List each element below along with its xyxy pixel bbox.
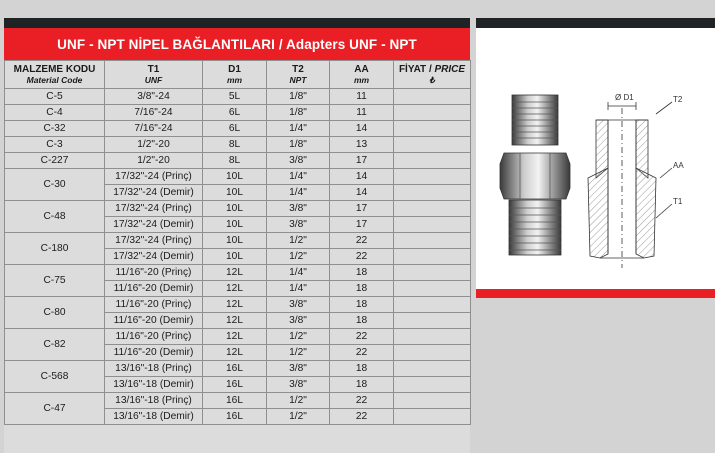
cell-aa: 22 <box>330 409 394 425</box>
cell-t2: 1/8" <box>267 89 330 105</box>
cell-aa: 18 <box>330 313 394 329</box>
table-row <box>5 329 471 345</box>
cell-d1: 10L <box>203 169 267 185</box>
cell-t2: 1/2" <box>267 345 330 361</box>
cell-t1: 17/32"-24 (Prinç) <box>105 201 203 217</box>
cell-aa: 14 <box>330 185 394 201</box>
cell-d1: 12L <box>203 297 267 313</box>
header-aa <box>330 61 394 89</box>
cell-material-code: C-4 <box>5 105 105 121</box>
cell-aa: 11 <box>330 105 394 121</box>
cell-t2: 1/4" <box>267 169 330 185</box>
cell-aa: 11 <box>330 89 394 105</box>
cell-aa: 13 <box>330 137 394 153</box>
cell-price <box>394 137 471 153</box>
header-t1 <box>105 61 203 89</box>
cell-t2: 1/2" <box>267 409 330 425</box>
cell-price <box>394 393 471 409</box>
header-code-sub: Material Code <box>26 74 83 85</box>
table-header-row <box>5 61 471 89</box>
cell-aa: 17 <box>330 217 394 233</box>
cell-price <box>394 153 471 169</box>
header-t2-main: T2 <box>292 63 304 75</box>
cell-t1: 13/16"-18 (Demir) <box>105 409 203 425</box>
cell-t1: 11/16"-20 (Demir) <box>105 281 203 297</box>
cell-aa: 22 <box>330 345 394 361</box>
cell-t2: 3/8" <box>267 297 330 313</box>
header-code-main: MALZEME KODU <box>13 63 96 75</box>
cell-t2: 1/2" <box>267 233 330 249</box>
cell-t1: 7/16"-24 <box>105 105 203 121</box>
cell-material-code: C-3 <box>5 137 105 153</box>
cell-material-code: C-568 <box>5 361 105 393</box>
cell-material-code: C-32 <box>5 121 105 137</box>
adapters-table-wrapper <box>4 60 470 453</box>
cell-aa: 18 <box>330 265 394 281</box>
label-t1: T1 <box>673 197 683 206</box>
cell-material-code: C-75 <box>5 265 105 297</box>
cell-material-code: C-30 <box>5 169 105 201</box>
cell-t2: 1/2" <box>267 393 330 409</box>
cell-price <box>394 377 471 393</box>
header-aa-main: AA <box>354 63 369 75</box>
header-price-currency: ₺ <box>429 74 435 85</box>
header-t2 <box>267 61 330 89</box>
table-row <box>5 137 471 153</box>
header-aa-sub: mm <box>353 74 370 85</box>
header-d1-main: D1 <box>228 63 241 75</box>
table-row <box>5 153 471 169</box>
cell-d1: 16L <box>203 361 267 377</box>
cell-t2: 3/8" <box>267 361 330 377</box>
cell-t1: 11/16"-20 (Demir) <box>105 313 203 329</box>
cell-t2: 1/2" <box>267 329 330 345</box>
header-d1 <box>203 61 267 89</box>
cell-aa: 18 <box>330 361 394 377</box>
table-row <box>5 265 471 281</box>
header-t1-main: T1 <box>147 63 160 75</box>
cell-d1: 16L <box>203 393 267 409</box>
cell-t1: 13/16"-18 (Demir) <box>105 377 203 393</box>
header-price <box>394 61 471 89</box>
technical-drawing-panel <box>476 18 715 298</box>
header-price-italic: PRICE <box>434 63 466 75</box>
cell-price <box>394 201 471 217</box>
table-row <box>5 233 471 249</box>
cell-t1: 17/32"-24 (Demir) <box>105 249 203 265</box>
cell-aa: 18 <box>330 377 394 393</box>
cell-t2: 1/8" <box>267 105 330 121</box>
cell-price <box>394 185 471 201</box>
cell-price <box>394 297 471 313</box>
cell-material-code: C-82 <box>5 329 105 361</box>
cell-d1: 12L <box>203 265 267 281</box>
label-aa: AA <box>673 161 684 170</box>
table-row <box>5 361 471 377</box>
table-row <box>5 105 471 121</box>
cell-material-code: C-5 <box>5 89 105 105</box>
cell-d1: 12L <box>203 345 267 361</box>
adapter-drawing <box>476 28 715 289</box>
cell-t2: 3/8" <box>267 153 330 169</box>
header-t1-sub: UNF <box>144 74 163 85</box>
table-title: UNF - NPT NİPEL BAĞLANTILARI / Adapters UNF - NPT <box>4 18 470 60</box>
cell-price <box>394 281 471 297</box>
cell-material-code: C-47 <box>5 393 105 425</box>
cell-d1: 12L <box>203 281 267 297</box>
cell-d1: 8L <box>203 153 267 169</box>
cell-aa: 14 <box>330 169 394 185</box>
cell-t1: 17/32"-24 (Demir) <box>105 217 203 233</box>
label-t2: T2 <box>673 95 683 104</box>
cell-t1: 11/16"-20 (Demir) <box>105 345 203 361</box>
cell-aa: 22 <box>330 393 394 409</box>
cell-d1: 10L <box>203 185 267 201</box>
cell-t2: 1/4" <box>267 265 330 281</box>
header-price-main <box>394 64 470 75</box>
cell-price <box>394 409 471 425</box>
adapter-photo <box>500 95 570 255</box>
header-d1-sub: mm <box>226 74 243 85</box>
cell-price <box>394 89 471 105</box>
cell-price <box>394 329 471 345</box>
cell-price <box>394 217 471 233</box>
cell-price <box>394 105 471 121</box>
cell-t1: 1/2"-20 <box>105 137 203 153</box>
table-row <box>5 89 471 105</box>
cell-t1: 17/32"-24 (Prinç) <box>105 169 203 185</box>
cell-t2: 3/8" <box>267 313 330 329</box>
cell-t2: 1/4" <box>267 281 330 297</box>
cell-price <box>394 233 471 249</box>
cell-price <box>394 169 471 185</box>
cell-d1: 8L <box>203 137 267 153</box>
cell-d1: 12L <box>203 313 267 329</box>
cell-d1: 10L <box>203 249 267 265</box>
cell-material-code: C-80 <box>5 297 105 329</box>
table-row <box>5 393 471 409</box>
cell-aa: 17 <box>330 153 394 169</box>
cell-d1: 16L <box>203 409 267 425</box>
cell-t1: 7/16"-24 <box>105 121 203 137</box>
cell-t2: 1/4" <box>267 185 330 201</box>
cell-aa: 18 <box>330 297 394 313</box>
cell-d1: 12L <box>203 329 267 345</box>
cell-t1: 13/16"-18 (Prinç) <box>105 361 203 377</box>
cell-d1: 6L <box>203 121 267 137</box>
cell-t1: 13/16"-18 (Prinç) <box>105 393 203 409</box>
table-row <box>5 201 471 217</box>
cell-aa: 22 <box>330 249 394 265</box>
cell-t1: 11/16"-20 (Prinç) <box>105 329 203 345</box>
adapter-section-drawing <box>588 102 672 268</box>
cell-price <box>394 345 471 361</box>
cell-d1: 5L <box>203 89 267 105</box>
cell-price <box>394 265 471 281</box>
cell-price <box>394 249 471 265</box>
cell-material-code: C-48 <box>5 201 105 233</box>
cell-aa: 18 <box>330 281 394 297</box>
cell-d1: 10L <box>203 233 267 249</box>
cell-t1: 17/32"-24 (Prinç) <box>105 233 203 249</box>
cell-t2: 1/4" <box>267 121 330 137</box>
cell-aa: 22 <box>330 329 394 345</box>
cell-t1: 1/2"-20 <box>105 153 203 169</box>
cell-price <box>394 313 471 329</box>
cell-d1: 6L <box>203 105 267 121</box>
label-d1: Ø D1 <box>615 93 634 102</box>
cell-d1: 10L <box>203 201 267 217</box>
table-row <box>5 297 471 313</box>
cell-t2: 3/8" <box>267 201 330 217</box>
cell-t2: 1/2" <box>267 249 330 265</box>
cell-t2: 3/8" <box>267 377 330 393</box>
header-t2-sub: NPT <box>289 74 307 85</box>
cell-d1: 16L <box>203 377 267 393</box>
header-material-code <box>5 61 105 89</box>
cell-price <box>394 361 471 377</box>
header-price-label: FİYAT / <box>398 63 435 75</box>
cell-aa: 14 <box>330 121 394 137</box>
cell-t1: 11/16"-20 (Prinç) <box>105 265 203 281</box>
cell-t1: 11/16"-20 (Prinç) <box>105 297 203 313</box>
cell-t1: 3/8"-24 <box>105 89 203 105</box>
cell-material-code: C-180 <box>5 233 105 265</box>
cell-t2: 3/8" <box>267 217 330 233</box>
cell-price <box>394 121 471 137</box>
cell-t1: 17/32"-24 (Demir) <box>105 185 203 201</box>
cell-aa: 17 <box>330 201 394 217</box>
cell-material-code: C-227 <box>5 153 105 169</box>
cell-d1: 10L <box>203 217 267 233</box>
adapters-table <box>4 60 471 425</box>
table-row <box>5 121 471 137</box>
table-row <box>5 169 471 185</box>
cell-t2: 1/8" <box>267 137 330 153</box>
cell-aa: 22 <box>330 233 394 249</box>
